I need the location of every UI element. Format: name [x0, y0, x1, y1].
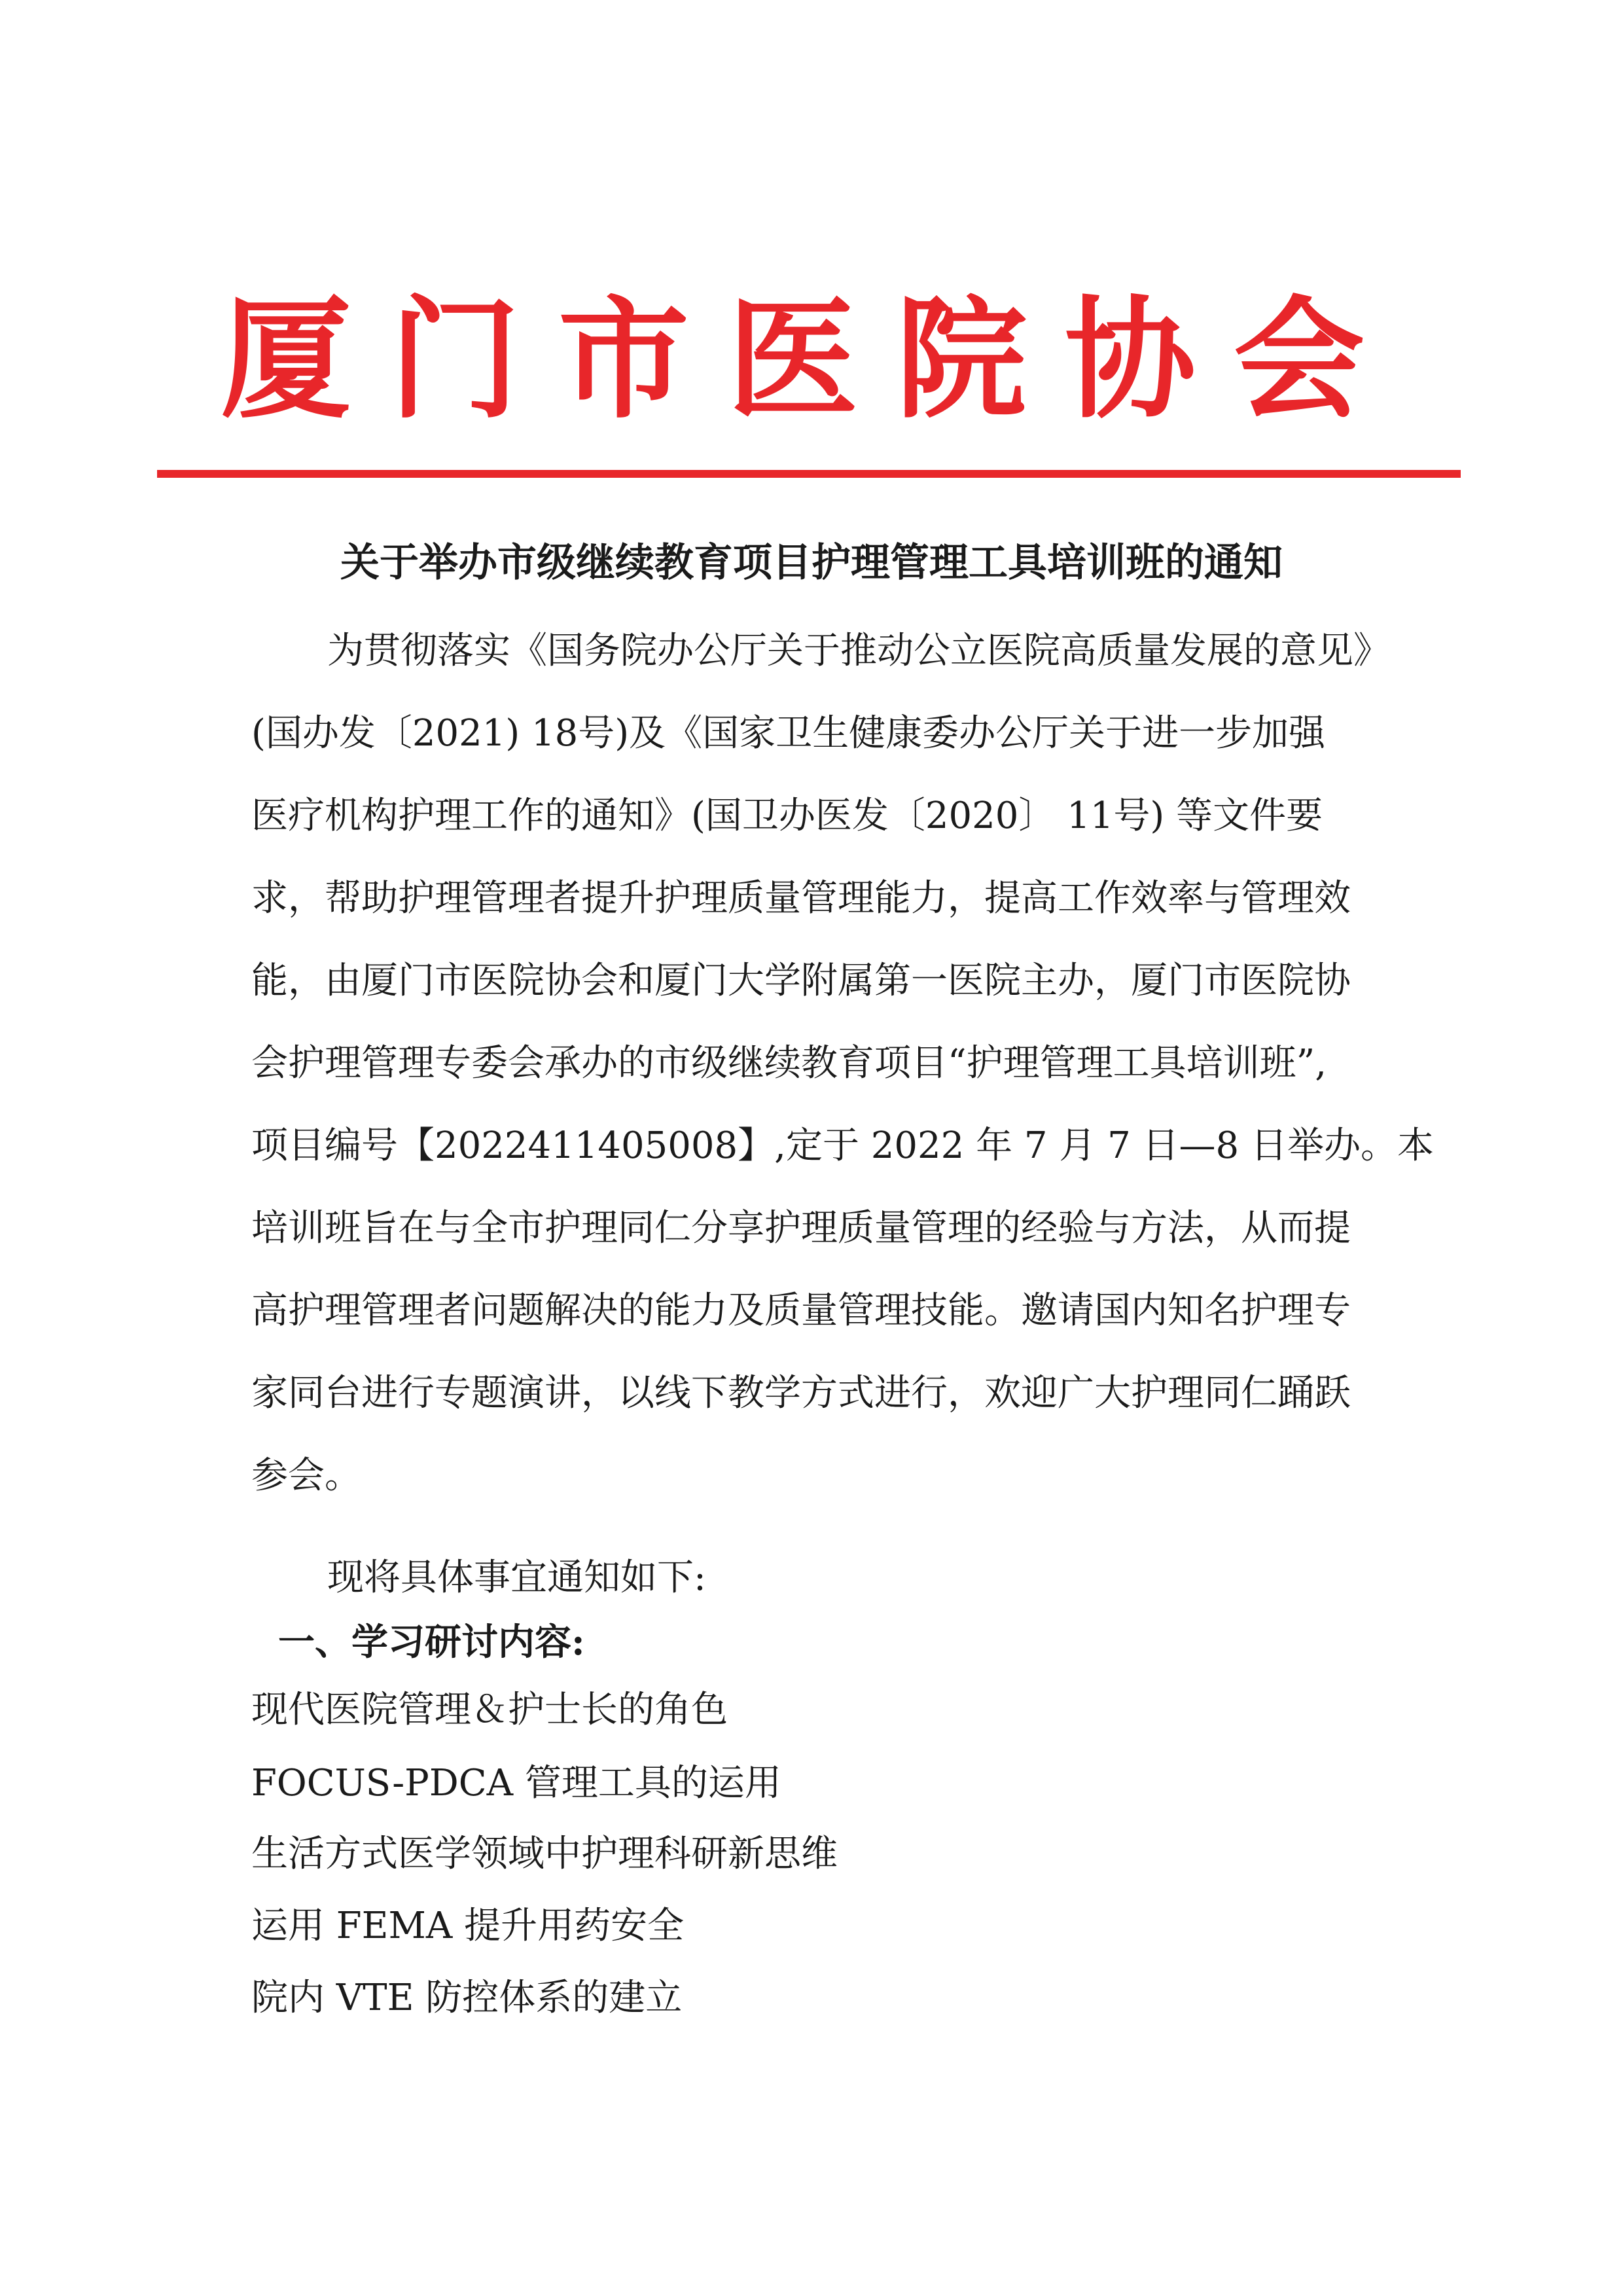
topic-item: FOCUS-PDCA 管理工具的运用 [251, 1762, 781, 1804]
notice-title: 关于举办市级继续教育项目护理管理工具培训班的通知 [340, 540, 1283, 586]
topic-item: 院内 VTE 防控体系的建立 [251, 1977, 683, 2019]
body-line: 培训班旨在与全市护理同仁分享护理质量管理的经验与方法，从而提 [251, 1207, 1351, 1249]
topic-item: 运用 FEMA 提升用药安全 [251, 1905, 685, 1947]
body-line: 项目编号【2022411405008】,定于 2022 年 7 月 7 日—8 日举办。本 [251, 1124, 1434, 1167]
body-line: 家同台进行专题演讲，以线下教学方式进行，欢迎广大护理同仁踊跃 [251, 1372, 1351, 1414]
body-line: 能，由厦门市医院协会和厦门大学附属第一医院主办，厦门市医院协 [251, 960, 1351, 1002]
body-line: 求，帮助护理管理者提升护理质量管理能力，提高工作效率与管理效 [251, 877, 1351, 920]
body-line: (国办发〔2021) 18号)及《国家卫生健康委办公厅关于进一步加强 [251, 712, 1326, 755]
topic-item: 生活方式医学领域中护理科研新思维 [251, 1833, 838, 1875]
body-line: 参会。 [251, 1454, 361, 1497]
body-line: 为贯彻落实《国务院办公厅关于推动公立医院高质量发展的意见》 [327, 630, 1390, 672]
section-heading: 一、学习研讨内容: [278, 1621, 585, 1664]
intro-line: 现将具体事宜通知如下: [327, 1556, 706, 1599]
body-line: 高护理管理者问题解决的能力及质量管理技能。邀请国内知名护理专 [251, 1289, 1351, 1332]
body-line: 会护理管理专委会承办的市级继续教育项目“护理管理工具培训班”, [251, 1042, 1327, 1085]
letterhead-org-name: 厦门市医院协会 [220, 283, 1402, 437]
letterhead-red-rule [157, 470, 1461, 478]
topic-item: 现代医院管理＆护士长的角色 [251, 1689, 728, 1731]
body-line: 医疗机构护理工作的通知》(国卫办医发〔2020〕 11号) 等文件要 [251, 795, 1323, 837]
